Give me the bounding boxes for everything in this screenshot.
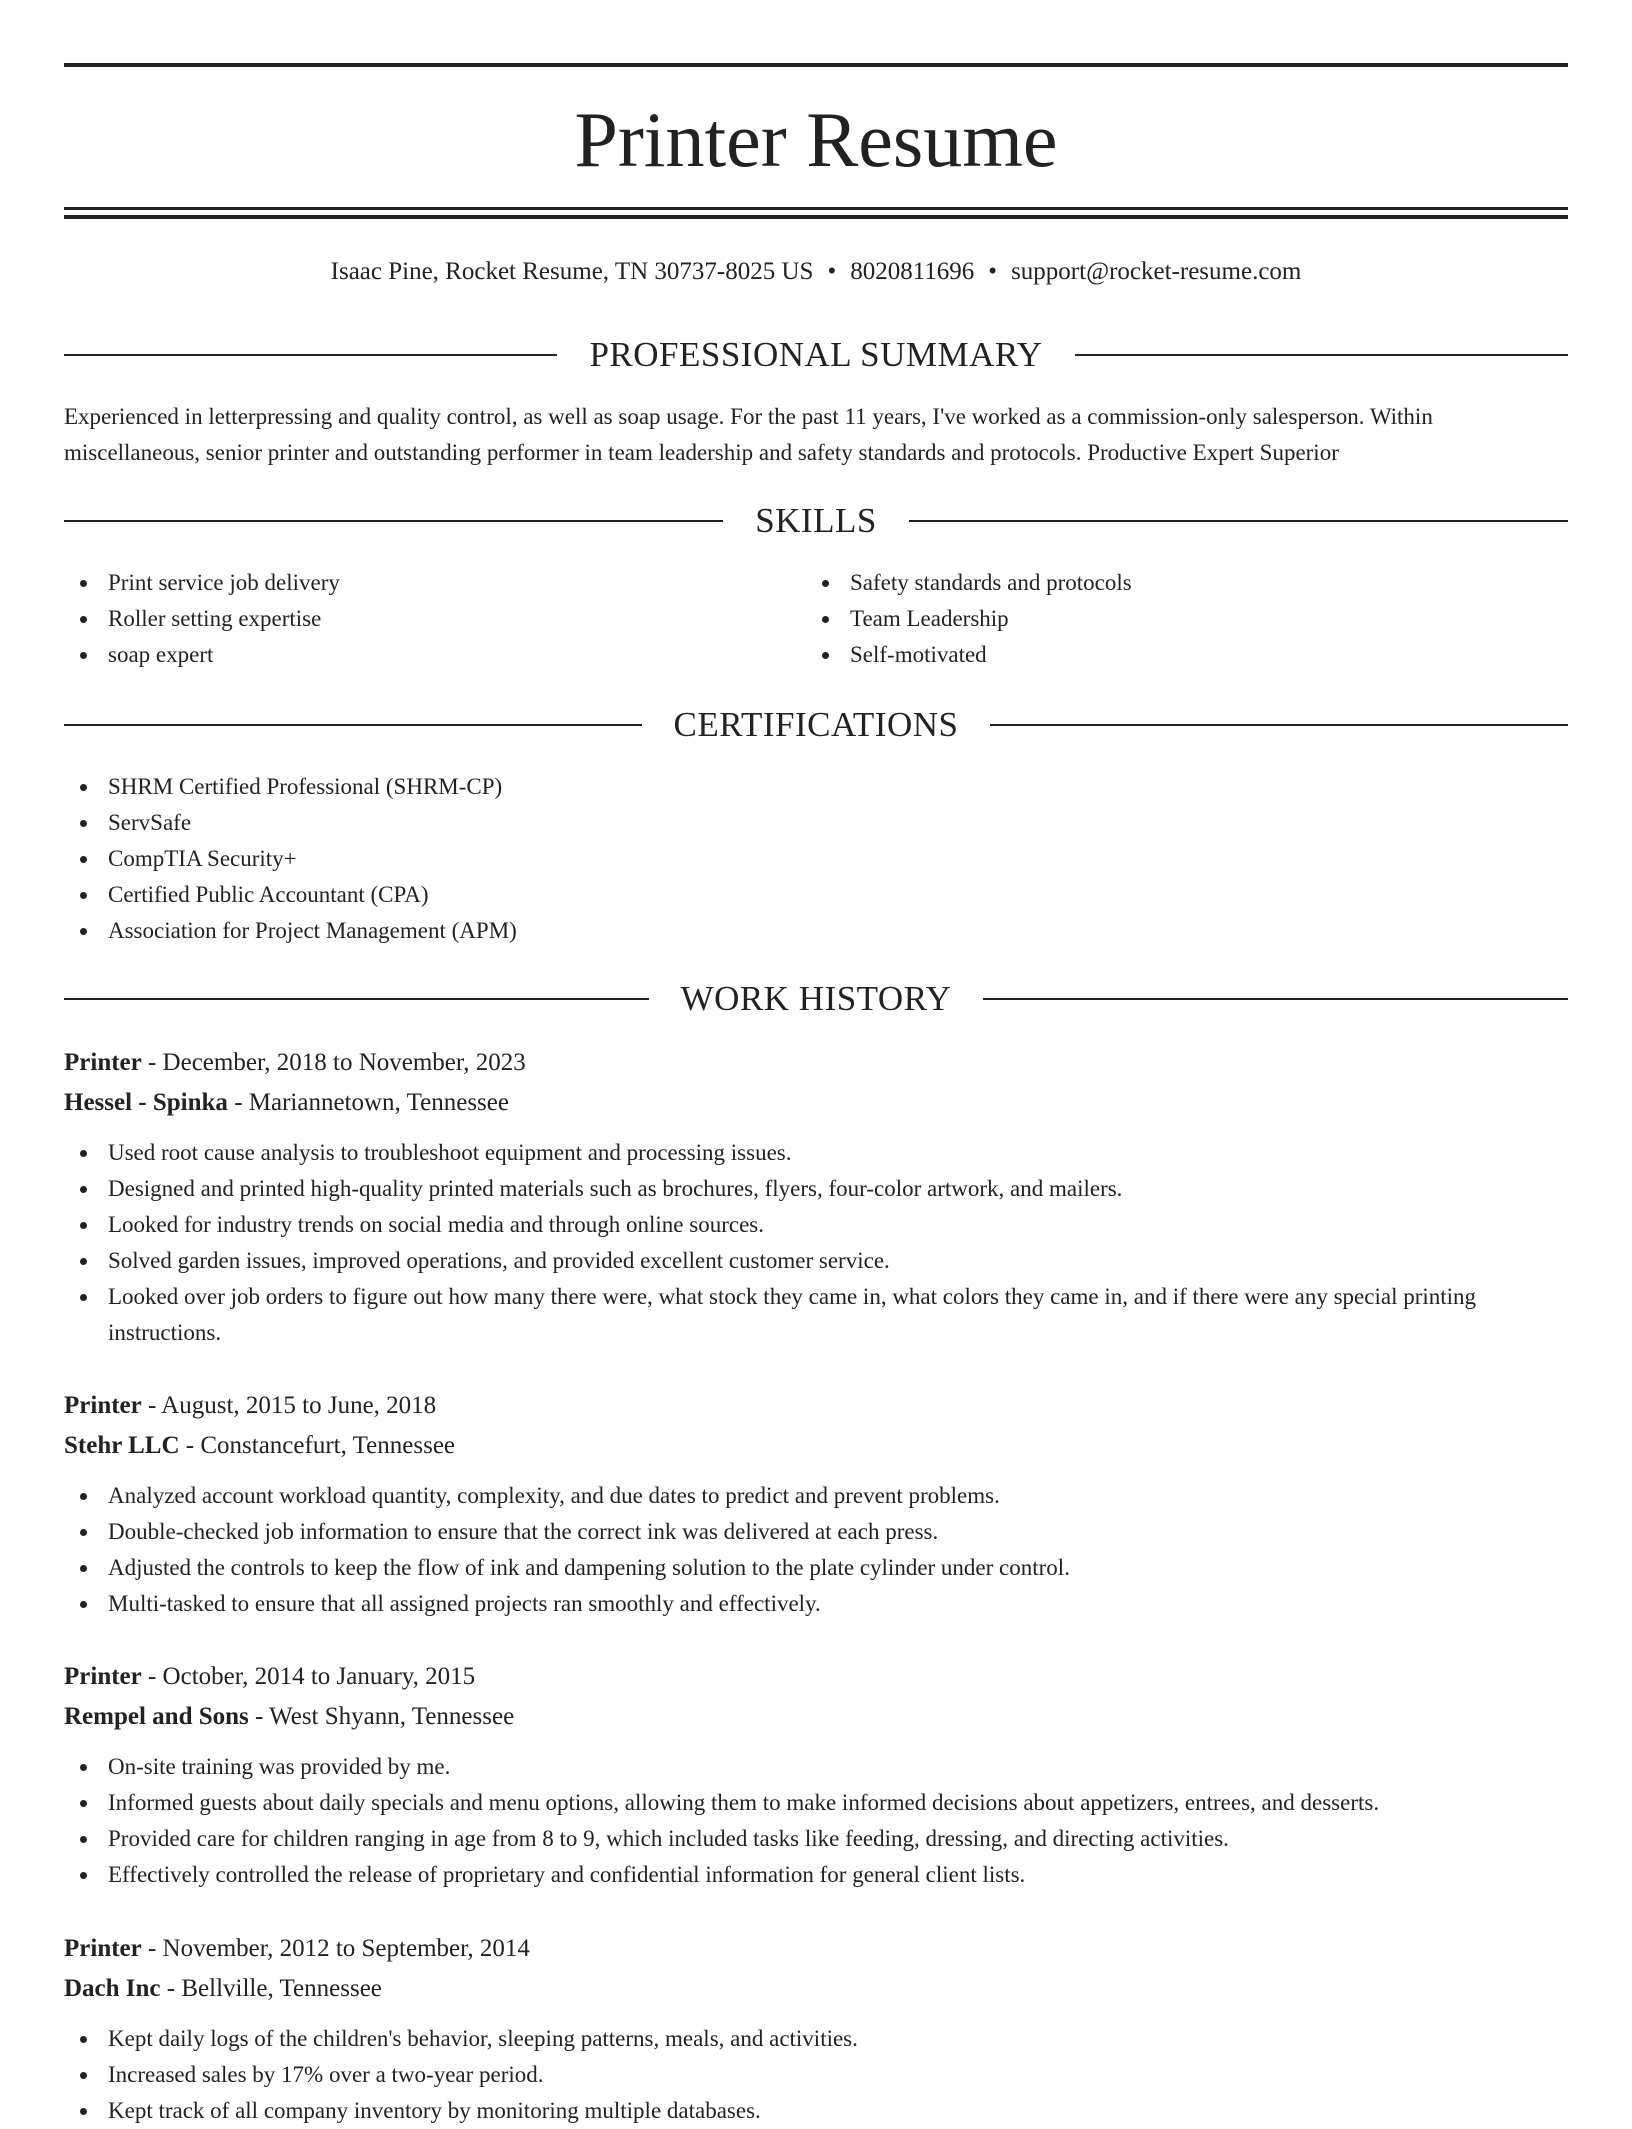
section-title: WORK HISTORY — [680, 979, 952, 1018]
contact-address: Isaac Pine, Rocket Resume, TN 30737-8025 US — [330, 258, 814, 285]
contact-line — [64, 252, 1568, 292]
page-title: Printer Resume — [574, 96, 1058, 183]
job-dates: - October, 2014 to January, 2015 — [141, 1663, 476, 1690]
skill-item: soap expert — [64, 637, 804, 673]
certification-item: ServSafe — [64, 805, 1568, 841]
section-rule — [909, 520, 1568, 522]
title-rule-thin — [64, 207, 1568, 210]
contact-phone: 8020811696 — [850, 258, 975, 285]
section-rule — [64, 724, 642, 726]
skills-list-left — [64, 565, 804, 673]
job-duty: Analyzed account workload quantity, complexity, and due dates to predict and prevent problems. — [64, 1478, 1568, 1514]
skill-item: Print service job delivery — [64, 565, 804, 601]
certification-item: Certified Public Accountant (CPA) — [64, 877, 1568, 913]
job-duties — [64, 2021, 1568, 2129]
section-title: SKILLS — [755, 501, 877, 540]
job-location: - West Shyann, Tennessee — [248, 1703, 515, 1730]
job-duty: Kept daily logs of the children's behavior, sleeping patterns, meals, and activities. — [64, 2021, 1568, 2057]
job-title-line — [64, 1929, 1568, 1969]
section-rule — [983, 998, 1568, 1000]
contact-separator: • — [827, 258, 837, 285]
job-duty: Informed guests about daily specials and menu options, allowing them to make informed decisions about appetizers, entrees, and desserts. — [64, 1785, 1568, 1821]
job-dates: - December, 2018 to November, 2023 — [141, 1049, 526, 1076]
job-duties — [64, 1135, 1568, 1351]
contact-email: support@rocket-resume.com — [1011, 258, 1302, 285]
job-location: - Bellville, Tennessee — [160, 1975, 382, 2002]
summary-text: Experienced in letterpressing and quality control, as well as soap usage. For the past 11 years, I've worked as a commission-only salesperson. Within miscellaneous, senior printer and outstanding performer in team leadership and safety standards and protocols. Productive Expert Superior — [64, 404, 1433, 465]
contact-separator: • — [988, 258, 998, 285]
job-duty: On-site training was provided by me. — [64, 1749, 1568, 1785]
job-duty: Double-checked job information to ensure that the correct ink was delivered at each press. — [64, 1514, 1568, 1550]
certifications-list — [64, 769, 1568, 949]
skill-item: Self-motivated — [806, 637, 1546, 673]
job-entry — [64, 1657, 1568, 1893]
job-duty: Designed and printed high-quality printed materials such as brochures, flyers, four-color artwork, and mailers. — [64, 1171, 1568, 1207]
job-entry — [64, 1386, 1568, 1622]
job-company-line — [64, 1697, 1568, 1737]
job-dates: - November, 2012 to September, 2014 — [141, 1935, 530, 1962]
section-rule — [64, 998, 649, 1000]
job-role: Printer — [64, 1049, 142, 1076]
job-title-line — [64, 1043, 1568, 1083]
section-header-work-history — [64, 977, 1568, 1021]
job-role: Printer — [64, 1663, 142, 1690]
section-header-summary — [64, 333, 1568, 377]
job-location: - Constancefurt, Tennessee — [179, 1432, 456, 1459]
title-rule-thick — [64, 215, 1568, 219]
skills-list-right — [806, 565, 1546, 673]
job-company-line — [64, 1083, 1568, 1123]
job-duty: Kept track of all company inventory by monitoring multiple databases. — [64, 2093, 1568, 2129]
job-company: Hessel - Spinka — [64, 1089, 228, 1116]
certification-item: SHRM Certified Professional (SHRM-CP) — [64, 769, 1568, 805]
job-entry — [64, 1043, 1568, 1351]
job-duty: Effectively controlled the release of proprietary and confidential information for general client lists. — [64, 1857, 1568, 1893]
section-title: PROFESSIONAL SUMMARY — [589, 335, 1043, 374]
section-rule — [64, 520, 723, 522]
job-duty: Looked for industry trends on social media and through online sources. — [64, 1207, 1568, 1243]
job-duty: Looked over job orders to figure out how many there were, what stock they came in, what colors they came in, and if there were any special printing instructions. — [64, 1279, 1568, 1351]
section-header-certifications — [64, 703, 1568, 747]
job-title-line — [64, 1657, 1568, 1697]
job-company: Stehr LLC — [64, 1432, 180, 1459]
job-company: Dach Inc — [64, 1975, 161, 2002]
job-duty: Increased sales by 17% over a two-year period. — [64, 2057, 1568, 2093]
section-rule — [64, 354, 557, 356]
top-rule — [64, 63, 1568, 67]
skill-item: Safety standards and protocols — [806, 565, 1546, 601]
job-dates: - August, 2015 to June, 2018 — [141, 1392, 437, 1419]
job-duties — [64, 1749, 1568, 1893]
job-duty: Provided care for children ranging in age from 8 to 9, which included tasks like feeding, dressing, and directing activities. — [64, 1821, 1568, 1857]
section-header-skills — [64, 499, 1568, 543]
job-company-line — [64, 1969, 1568, 2009]
job-entry — [64, 1929, 1568, 2129]
section-rule — [1075, 354, 1568, 356]
job-duty: Adjusted the controls to keep the flow of ink and dampening solution to the plate cylinder under control. — [64, 1550, 1568, 1586]
job-duties — [64, 1478, 1568, 1622]
job-role: Printer — [64, 1935, 142, 1962]
job-duty: Used root cause analysis to troubleshoot equipment and processing issues. — [64, 1135, 1568, 1171]
job-duty: Multi-tasked to ensure that all assigned projects ran smoothly and effectively. — [64, 1586, 1568, 1622]
section-rule — [990, 724, 1568, 726]
job-company: Rempel and Sons — [64, 1703, 249, 1730]
job-company-line — [64, 1426, 1568, 1466]
skill-item: Roller setting expertise — [64, 601, 804, 637]
section-title: CERTIFICATIONS — [673, 705, 959, 744]
skill-item: Team Leadership — [806, 601, 1546, 637]
job-location: - Mariannetown, Tennessee — [227, 1089, 509, 1116]
certification-item: Association for Project Management (APM) — [64, 913, 1568, 949]
certification-item: CompTIA Security+ — [64, 841, 1568, 877]
job-title-line — [64, 1386, 1568, 1426]
job-duty: Solved garden issues, improved operations, and provided excellent customer service. — [64, 1243, 1568, 1279]
job-role: Printer — [64, 1392, 142, 1419]
